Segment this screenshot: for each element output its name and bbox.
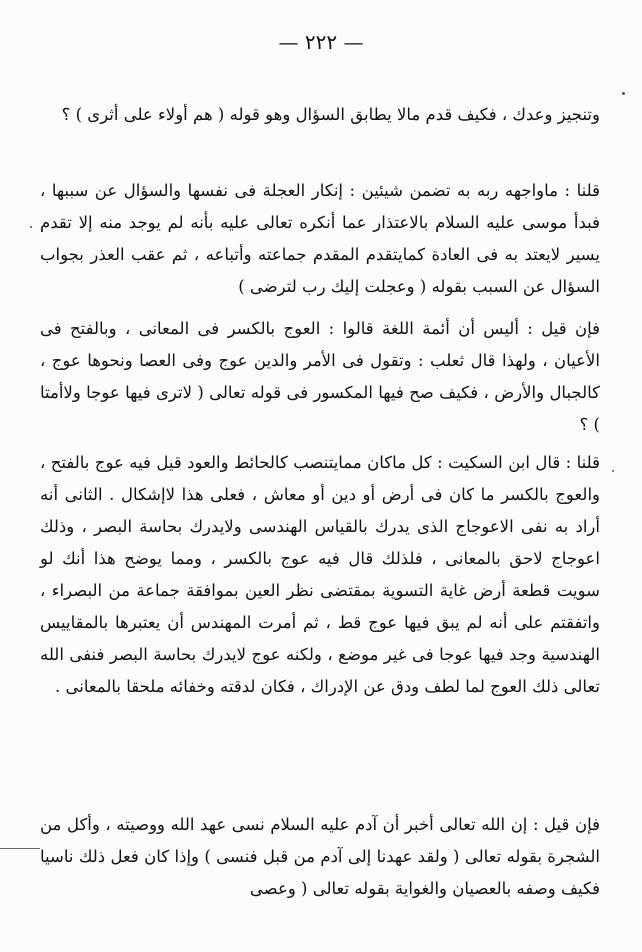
page-number: — ٢٢٢ —	[278, 30, 364, 54]
scan-speck	[622, 92, 625, 95]
scan-edge-mark	[0, 848, 40, 849]
scan-speck	[612, 470, 614, 472]
paragraph-continuation: وتنجيز وعدك ، فكيف قدم مالا يطابق السؤال وهو قوله ( هم أولاء على أثرى ) ؟	[61, 104, 600, 124]
paragraph-question-3: فإن قيل : إن الله تعالى أخبر أن آدم عليه السلام نسى عهد الله ووصيته ، وأكل من الشجرة بقوله تعالى ( ولقد عهدنا إلى آدم من قبل فنسى ) وإذا كان فعل ذلك ناسيا فكيف وصفه بالعصيان والغواية بقوله تعالى ( وعصى	[40, 814, 600, 898]
paragraph-answer-2: قلنا : قال ابن السكيت : كل ماكان ممايتنصب كالحائط والعود قيل فيه عوج بالفتح ، والعوج بالكسر ما كان فى أرض أو دين أو معاش ، فعلى هذا لاإشكال . الثانى أنه أراد به نفى الاعوجاج الذى يدرك بالقياس الهندسى ولايدرك بحاسة البصر ، وذلك اعوجاج لاحق بالمعانى ، فلذلك قال فيه عوج بالكسر ، ومما يوضح هذا أنك لو سويت قطعة أرض غاية التسوية بمقتضى نظر العين بموافقة جماعة من البصراء ، واتفقتم على أنه لم يبق فيها عوج قط ، ثم أمرت المهندس أن يعتبرها بالمقاييس الهندسية وجد فيها عوجا فى غير موضع ، ولكنه عوج لايدرك بحاسة البصر فنفى الله تعالى ذلك العوج لما لطف ودق عن الإدراك ، فكان لدقته وخفائه ملحقا بالمعانى .	[40, 452, 600, 696]
paragraph-answer-1: قلنا : ماواجهه ربه به تضمن شيئين : إنكار العجلة فى نفسها والسؤال عن سببها ، فبدأ موسى عليه السلام بالاعتذار عما أنكره تعالى عليه بأنه لم يوجد منه إلا تقدم يسير لايعتد به فى العادة كمايتقدم المقدم جماعته وأتباعه ، ثم عقب العذر بجواب السؤال عن السبب بقوله ( وعجلت إليك رب لترضى )	[40, 180, 600, 296]
paragraph-question-2: فإن قيل : أليس أن أئمة اللغة قالوا : العوج بالكسر فى المعانى ، وبالفتح فى الأعيان ، ولهذا قال ثعلب : وتقول فى الأمر والدين عوج وفى العصا ونحوها عوج ، كالجبال والأرض ، فكيف صح فيها المكسور فى قوله تعالى ( لاترى فيها عوجا ولاأمتا ) ؟	[40, 318, 600, 434]
scan-speck	[30, 226, 32, 228]
